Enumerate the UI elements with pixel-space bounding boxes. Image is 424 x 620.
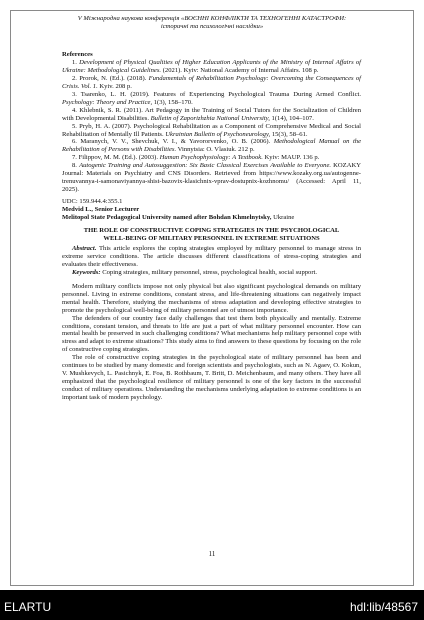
body-paragraph-3: The role of constructive coping strategies in the psychological state of military personnel has been and continues to be studied by many domestic and foreign scientists and psychologists, such as N. Agaev, O. Kokun, V. Mushkevych, L. Pasichnyk, E. Foa, B. Rothbaum, T. Britt, D. Meichenbaum, and many others. They have all emphasized that the psychological resilience of military personnel is one of the key factors in the successful conduct of military operations. Understanding the mechanisms underlying adaptation to extreme conditions is an important task of modern psychology.: [62, 354, 361, 402]
footer-bar: [0, 590, 424, 620]
running-header: [11, 15, 413, 30]
reference-item-5: 5. Pryb, H. A. (2007). Psychological Rehabilitation as a Component of Comprehensive Medical and Social Rehabilitation of Mentally Ill Patients. Ukrainian Bulletin of Psychoneurology, 15(3), 58–61.: [62, 122, 361, 138]
footer-handle[interactable]: hdl:lib/48567: [349, 600, 418, 614]
author-line: Medvid L., Senior Lecturer: [62, 206, 140, 214]
reference-item-6: 6. Maranych, V. V., Shevchuk, V. I., & Yavororvenko, O. B. (2006). Methodological Manual on the Rehabilitation of Persons with Disabilities. Vinnytsia: O. Vlasiuk. 212 p.: [62, 138, 361, 154]
reference-item-4: 4. Khlebnik, S. R. (2011). Art Pedagogy in the Training of Social Tutors for the Socialization of Children with Developmental Disabilities. Bulletin of Zaporizhzhia National University, 1(14), 104–107.: [62, 106, 361, 122]
page-content: [62, 51, 361, 402]
reference-item-7: 7. Filippov, M. M. (Ed.). (2003). Human Psychophysiology: A Textbook. Kyiv: MAUP. 136 p.: [72, 154, 320, 162]
body-paragraph-2: The defenders of our country face daily challenges that test them both physically and mentally. Extreme conditions, constant tension, and threats to life are just a part of what military personnel encounter. How can mental health be preserved in such challenging conditions? What mechanisms help military personnel cope with stress and adapt to extreme situations? This study aims to find answers to these questions by focusing on the role of constructive coping strategies.: [62, 314, 361, 354]
reference-item-3: 3. Tsarenko, L. H. (2019). Features of Experiencing Psychological Trauma During Armed Conflict. Psychology: Theory and Practice, 1(3), 158–170.: [62, 90, 361, 106]
header-line-1: V Міжнародна наукова конференція «ВОЄННІ КОНФЛІКТИ ТА ТЕХНОГЕННІ КАТАСТРОФИ:: [77, 15, 347, 22]
footer-repository-label: ELARTU: [4, 600, 52, 614]
udc-code: UDC: 159.944.4:355.1: [62, 198, 123, 206]
reference-item-1: 1. Development of Physical Qualities of Higher Education Applicants of the Ministry of Internal Affairs of Ukraine: Methodological Guidelines. (2021). Kyiv: National Academy of Internal Affairs. 108 p.: [62, 58, 361, 74]
keywords: Keywords: Coping strategies, military personnel, stress, psychological health, social support.: [72, 268, 318, 276]
article-title: THE ROLE OF CONSTRUCTIVE COPING STRATEGIES IN THE PSYCHOLOGICAL WELL-BEING OF MILITARY PERSONNEL IN EXTREME SITUATIONS: [83, 227, 340, 242]
reference-item-8: 8. Autogenic Training and Autosuggestion: Six Basic Classical Exercises Available to Everyone. KOZAKY Journal: Materials on Psychiatry and CNS Disorders. Retrieved from https://www.kozaky.org.ua/autogenne-trenuvannya-i-samonaviyannya-shist-bazovix-klasichnix-vprav-dostupnix-kozhnomu/ (Accessed: April 11, 2025).: [62, 162, 361, 194]
reference-item-2: 2. Prorok, N. (Ed.). (2018). Fundamentals of Rehabilitation Psychology: Overcoming the Consequences of Crisis. Vol. 1. Kyiv. 208 p.: [62, 74, 362, 90]
abstract: Abstract. This article explores the coping strategies employed by military personnel to manage stress in extreme service conditions. The article discusses different classifications of stress-coping strategies and evaluates their effectiveness.: [62, 244, 361, 268]
document-page: [10, 10, 414, 586]
body-paragraph-1: Modern military conflicts impose not only physical but also significant psychological demands on military personnel. Living in extreme conditions, constant stress, and life-threatening situations can negatively impact mental health. Therefore, studying the mechanisms of stress adaptation and developing effective strategies to promote the psychological well-being of military personnel are of utmost importance.: [62, 282, 361, 314]
header-line-2: історичні та психологічні наслідки»: [160, 22, 264, 30]
affiliation-line: Melitopol State Pedagogical University named after Bohdan Khmelnytsky, Ukraine: [62, 214, 295, 222]
references-heading: References: [62, 51, 93, 58]
page-number: 11: [208, 550, 216, 558]
